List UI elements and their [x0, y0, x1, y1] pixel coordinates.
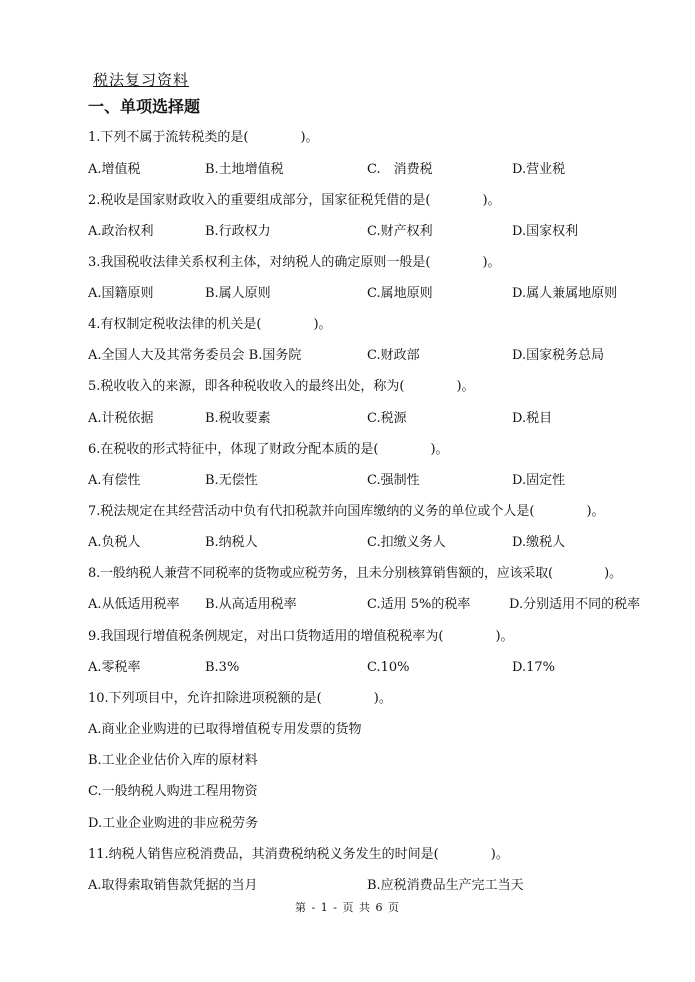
option-b: B.应税消费品生产完工当天 [367, 878, 524, 893]
question-6: 6.在税收的形式特征中，体现了财政分配本质的是( )。 [88, 442, 449, 457]
option-a: A.有偿性 [88, 473, 141, 488]
option-a: A.零税率 [88, 660, 141, 675]
question-1: 1.下列不属于流转税类的是( )。 [88, 130, 319, 145]
option-c: C.税源 [367, 411, 407, 426]
question-8-options [88, 596, 668, 614]
option-d: D.缴税人 [512, 535, 566, 550]
option-a: A.取得索取销售款凭据的当月 [88, 878, 258, 893]
question-10-option-b: B.工业企业估价入库的原材料 [88, 753, 258, 768]
option-c: C.适用 5%的税率 [367, 597, 471, 612]
option-a-b: A.全国人大及其常务委员会 B.国务院 [88, 348, 302, 363]
option-d: D.营业税 [512, 162, 566, 177]
option-a: A.计税依据 [88, 411, 154, 426]
option-b: B.行政权力 [205, 224, 271, 239]
section-heading: 一、单项选择题 [88, 97, 201, 116]
question-10: 10.下列项目中，允许扣除进项税额的是( )。 [88, 691, 392, 706]
option-c: C.10% [367, 660, 410, 675]
question-6-options [88, 472, 668, 490]
option-c: C.财政部 [367, 348, 420, 363]
option-a: A.国籍原则 [88, 286, 154, 301]
page-footer: 第 - 1 - 页 共 6 页 [295, 901, 400, 914]
option-c: C.属地原则 [367, 286, 433, 301]
question-7: 7.税法规定在其经营活动中负有代扣税款并向国库缴纳的义务的单位或个人是( )。 [88, 504, 605, 519]
option-b: B.3% [205, 660, 240, 675]
question-3-options [88, 285, 668, 303]
question-2-options [88, 223, 668, 241]
question-4: 4.有权制定税收法律的机关是( )。 [88, 317, 332, 332]
option-d: D.固定性 [512, 473, 566, 488]
option-b: B.无偿性 [205, 473, 258, 488]
question-10-option-d: D.工业企业购进的非应税劳务 [88, 816, 259, 831]
question-9-options [88, 659, 668, 677]
question-5-options [88, 410, 668, 428]
option-a: A.从低适用税率 [88, 597, 180, 612]
question-10-option-a: A.商业企业购进的已取得增值税专用发票的货物 [88, 722, 362, 737]
option-a: A.负税人 [88, 535, 141, 550]
question-11: 11.纳税人销售应税消费品，其消费税纳税义务发生的时间是( )。 [88, 847, 509, 862]
option-d: D.税目 [512, 411, 553, 426]
question-11-options [88, 877, 668, 895]
question-9: 9.我国现行增值税条例规定，对出口货物适用的增值税税率为( )。 [88, 629, 514, 644]
question-3: 3.我国税收法律关系权利主体，对纳税人的确定原则一般是( )。 [88, 255, 501, 270]
question-1-options [88, 161, 668, 179]
option-d: D.17% [512, 660, 555, 675]
question-8: 8.一般纳税人兼营不同税率的货物或应税劳务，且未分别核算销售额的，应该采取( )。 [88, 566, 622, 581]
question-5: 5.税收收入的来源，即各种税收收入的最终出处，称为( )。 [88, 379, 475, 394]
option-b: B.从高适用税率 [205, 597, 297, 612]
option-b: B.属人原则 [205, 286, 271, 301]
option-d: D.国家权利 [512, 224, 579, 239]
option-c: C. 消费税 [367, 162, 433, 177]
option-d: D.分别适用不同的税率 [509, 597, 641, 612]
document-title: 税法复习资料 [93, 71, 190, 89]
option-c: C.强制性 [367, 473, 420, 488]
question-2: 2.税收是国家财政收入的重要组成部分，国家征税凭借的是( )。 [88, 193, 501, 208]
option-b: B.税收要素 [205, 411, 271, 426]
question-4-options [88, 347, 668, 365]
option-d: D.属人兼属地原则 [512, 286, 618, 301]
question-7-options [88, 534, 668, 552]
question-10-option-c: C.一般纳税人购进工程用物资 [88, 784, 258, 799]
option-a: A.政治权利 [88, 224, 154, 239]
option-b: B.土地增值税 [205, 162, 284, 177]
option-c: C.财产权利 [367, 224, 433, 239]
option-a: A.增值税 [88, 162, 141, 177]
option-b: B.纳税人 [205, 535, 258, 550]
option-d: D.国家税务总局 [512, 348, 605, 363]
option-c: C.扣缴义务人 [367, 535, 446, 550]
